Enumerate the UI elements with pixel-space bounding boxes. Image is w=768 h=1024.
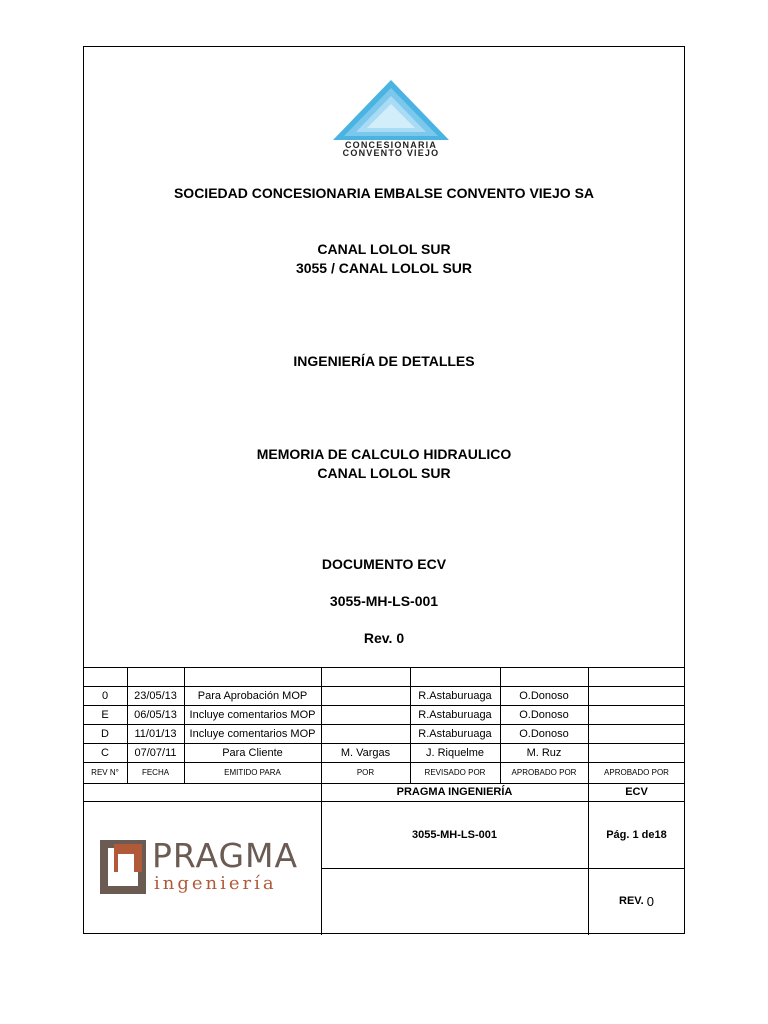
doc-title-2: CANAL LOLOL SUR xyxy=(317,465,451,481)
doc-title-1: MEMORIA DE CALCULO HIDRAULICO xyxy=(256,446,512,462)
pragma-logo xyxy=(100,836,299,898)
approved2-cell xyxy=(588,686,685,705)
page-number: Pág. 1 de18 xyxy=(606,828,667,841)
rev-cell: C xyxy=(101,746,109,759)
rev-cell: E xyxy=(101,708,109,721)
approved2-cell xyxy=(588,724,685,743)
header-rev: REV N° xyxy=(91,768,119,777)
reviewed-cell: J. Riquelme xyxy=(425,746,485,759)
client-label: ECV xyxy=(625,786,648,798)
by-cell xyxy=(321,686,410,705)
by-cell: M. Vargas xyxy=(340,746,391,759)
header-approved: APROBADO POR xyxy=(511,768,577,777)
doc-code: 3055-MH-LS-001 xyxy=(329,593,439,609)
logo-line2: CONVENTO VIEJO xyxy=(342,148,440,158)
header-date: FECHA xyxy=(141,768,170,777)
rev-box-value: 0 xyxy=(646,893,654,909)
rev-box xyxy=(588,868,685,934)
company-title: SOCIEDAD CONCESIONARIA EMBALSE CONVENTO VIEJO SA xyxy=(173,185,595,201)
approved-cell: O.Donoso xyxy=(519,689,569,702)
date-cell: 11/01/13 xyxy=(134,727,177,740)
header-reviewed: REVISADO POR xyxy=(424,768,486,777)
date-cell: 06/05/13 xyxy=(134,708,177,721)
issued-for-cell: Incluye comentarios MOP xyxy=(189,708,316,721)
pragma-logo-text: PRAGMA xyxy=(152,836,299,875)
project-title-1: CANAL LOLOL SUR xyxy=(317,241,451,257)
issued-for-cell: Incluye comentarios MOP xyxy=(189,727,316,740)
rev-box-label: REV. xyxy=(619,895,644,907)
block-doc-code: 3055-MH-LS-001 xyxy=(412,828,497,841)
by-cell xyxy=(321,705,410,724)
pragma-logo-subtext: ingeniería xyxy=(154,873,277,894)
date-cell: 07/07/11 xyxy=(134,746,177,759)
header-issued-for: EMITIDO PARA xyxy=(224,768,281,777)
logo-line1: CONCESIONARIA xyxy=(344,140,438,150)
concesionaria-logo xyxy=(330,78,452,158)
doc-type: DOCUMENTO ECV xyxy=(321,556,447,572)
pragma-label: PRAGMA INGENIERÍA xyxy=(396,786,513,798)
pragma-logo-mark xyxy=(100,840,148,896)
by-cell xyxy=(321,724,410,743)
reviewed-cell: R.Astaburuaga xyxy=(418,689,492,702)
rev-cell: 0 xyxy=(101,689,109,702)
project-title-2: 3055 / CANAL LOLOL SUR xyxy=(295,260,473,276)
reviewed-cell: R.Astaburuaga xyxy=(418,708,492,721)
approved-cell: O.Donoso xyxy=(519,727,569,740)
issued-for-cell: Para Cliente xyxy=(222,746,283,759)
issued-for-cell: Para Aprobación MOP xyxy=(197,689,308,702)
approved-cell: O.Donoso xyxy=(519,708,569,721)
header-by: POR xyxy=(356,768,375,777)
rev-cell: D xyxy=(101,727,109,740)
header-approved-2: APROBADO POR xyxy=(604,768,669,777)
approved-cell: M. Ruz xyxy=(526,746,562,759)
date-cell: 23/05/13 xyxy=(134,689,177,702)
reviewed-cell: R.Astaburuaga xyxy=(418,727,492,740)
approved2-cell xyxy=(588,743,685,762)
revision-label: Rev. 0 xyxy=(363,630,405,646)
phase-title: INGENIERÍA DE DETALLES xyxy=(293,353,475,369)
approved2-cell xyxy=(588,705,685,724)
